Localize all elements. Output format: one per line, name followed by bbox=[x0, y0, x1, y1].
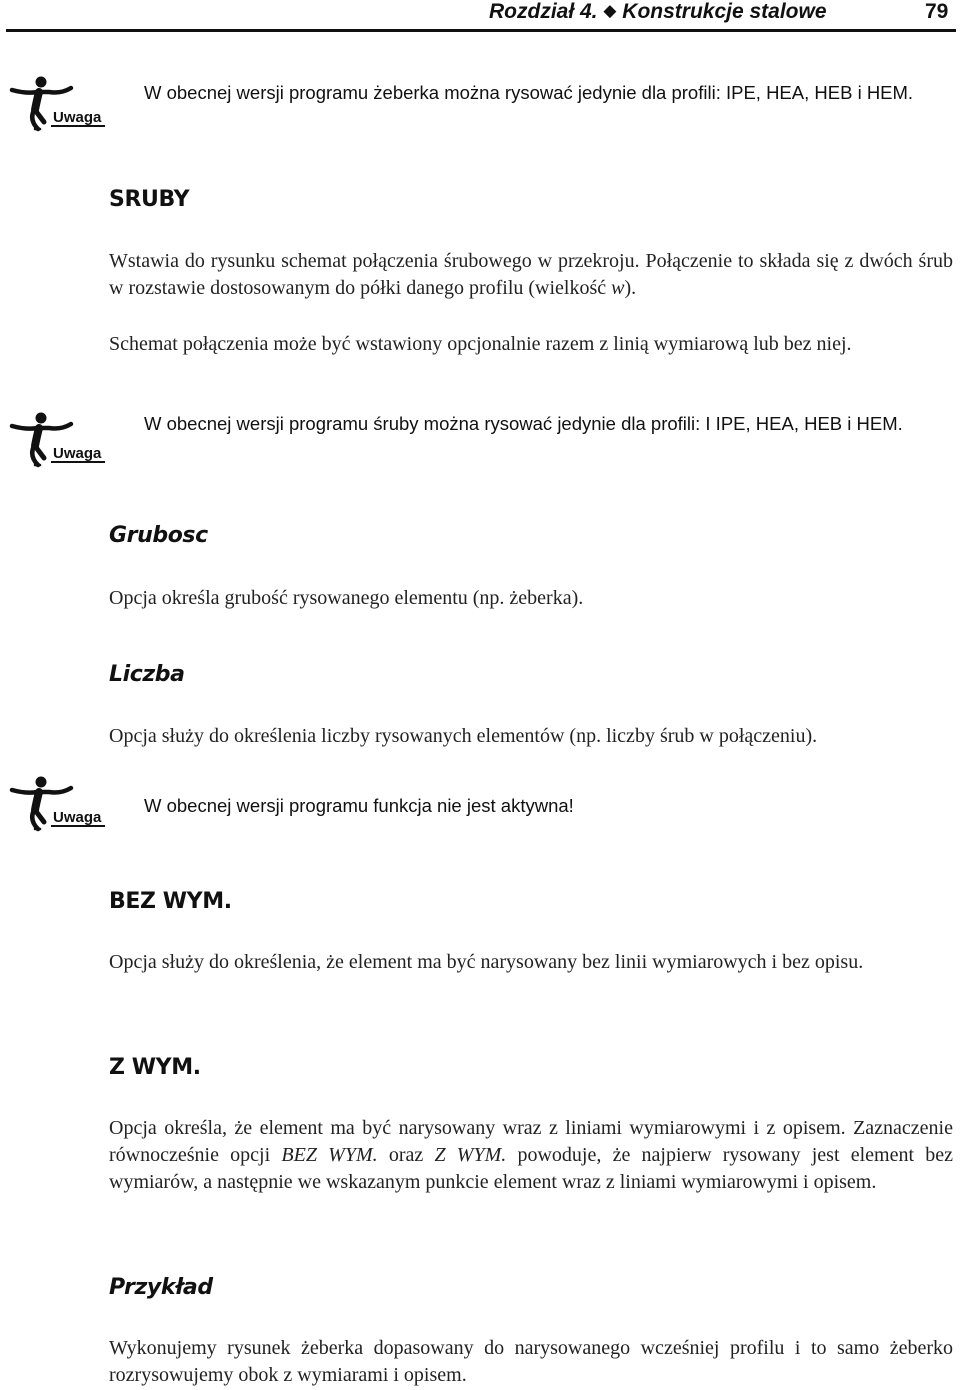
page-number: 79 bbox=[925, 0, 949, 23]
paragraph: Opcja określa grubość rysowanego elementu (np. żeberka). bbox=[109, 587, 584, 609]
paragraph: Wstawia do rysunku schemat połączenia śrubowego w przekroju. Połączenie to składa się z dwóch śrub w rozstawie dostosowanym do półki danego profilu (wielkość w). bbox=[109, 250, 953, 299]
running-title bbox=[489, 0, 827, 24]
uwaga-note-icon bbox=[9, 776, 107, 832]
section-heading-bez-wym: BEZ WYM. bbox=[109, 889, 232, 914]
section-heading-z-wym: Z WYM. bbox=[109, 1055, 201, 1080]
paragraph: Opcja określa, że element ma być narysowany wraz z liniami wymiarowymi i z opisem. Zaznaczenie równocześnie opcji BEZ WYM. oraz Z WYM. powoduje, że najpierw rysowany jest element bez wymiarów, a następnie we wskazanym punkcie element wraz z liniami wymiarowymi i opisem. bbox=[109, 1117, 953, 1193]
paragraph: Opcja służy do określenia liczby rysowanych elementów (np. liczby śrub w połączeniu). bbox=[109, 725, 818, 747]
note-text: W obecnej wersji programu śruby można rysować jedynie dla profili: I IPE, HEA, HEB i HEM. bbox=[144, 413, 903, 434]
svg-text:Uwaga: Uwaga bbox=[53, 445, 102, 462]
paragraph: Wykonujemy rysunek żeberka dopasowany do narysowanego wcześniej profilu i to samo żeberko rozrysowujemy obok z wymiarami i opisem. bbox=[109, 1337, 953, 1386]
svg-text:Uwaga: Uwaga bbox=[53, 809, 102, 826]
section-heading-grubosc: Grubosc bbox=[109, 523, 208, 548]
section-heading-liczba: Liczba bbox=[109, 662, 185, 687]
diamond-icon: ◆ bbox=[603, 1, 617, 20]
header-rule bbox=[6, 29, 956, 32]
variable-w: w bbox=[611, 277, 625, 299]
svg-text:Uwaga: Uwaga bbox=[53, 109, 102, 126]
note-text: W obecnej wersji programu żeberka można rysować jedynie dla profili: IPE, HEA, HEB i HEM. bbox=[144, 82, 914, 103]
uwaga-note-icon bbox=[9, 412, 107, 468]
option-bez-wym: BEZ WYM. bbox=[281, 1144, 378, 1166]
option-z-wym: Z WYM. bbox=[434, 1144, 507, 1166]
section-heading-przyklad: Przykład bbox=[109, 1275, 213, 1300]
section-heading-sruby: SRUBY bbox=[109, 187, 190, 212]
uwaga-note-icon bbox=[9, 76, 107, 132]
paragraph: Opcja służy do określenia, że element ma być narysowany bez linii wymiarowych i bez opisu. bbox=[109, 951, 864, 973]
chapter-label: Rozdział 4. bbox=[489, 0, 598, 23]
paragraph: Schemat połączenia może być wstawiony opcjonalnie razem z linią wymiarową lub bez niej. bbox=[109, 333, 852, 355]
page-header bbox=[0, 0, 960, 32]
note-text: W obecnej wersji programu funkcja nie jest aktywna! bbox=[144, 795, 574, 816]
chapter-title: Konstrukcje stalowe bbox=[622, 0, 827, 23]
